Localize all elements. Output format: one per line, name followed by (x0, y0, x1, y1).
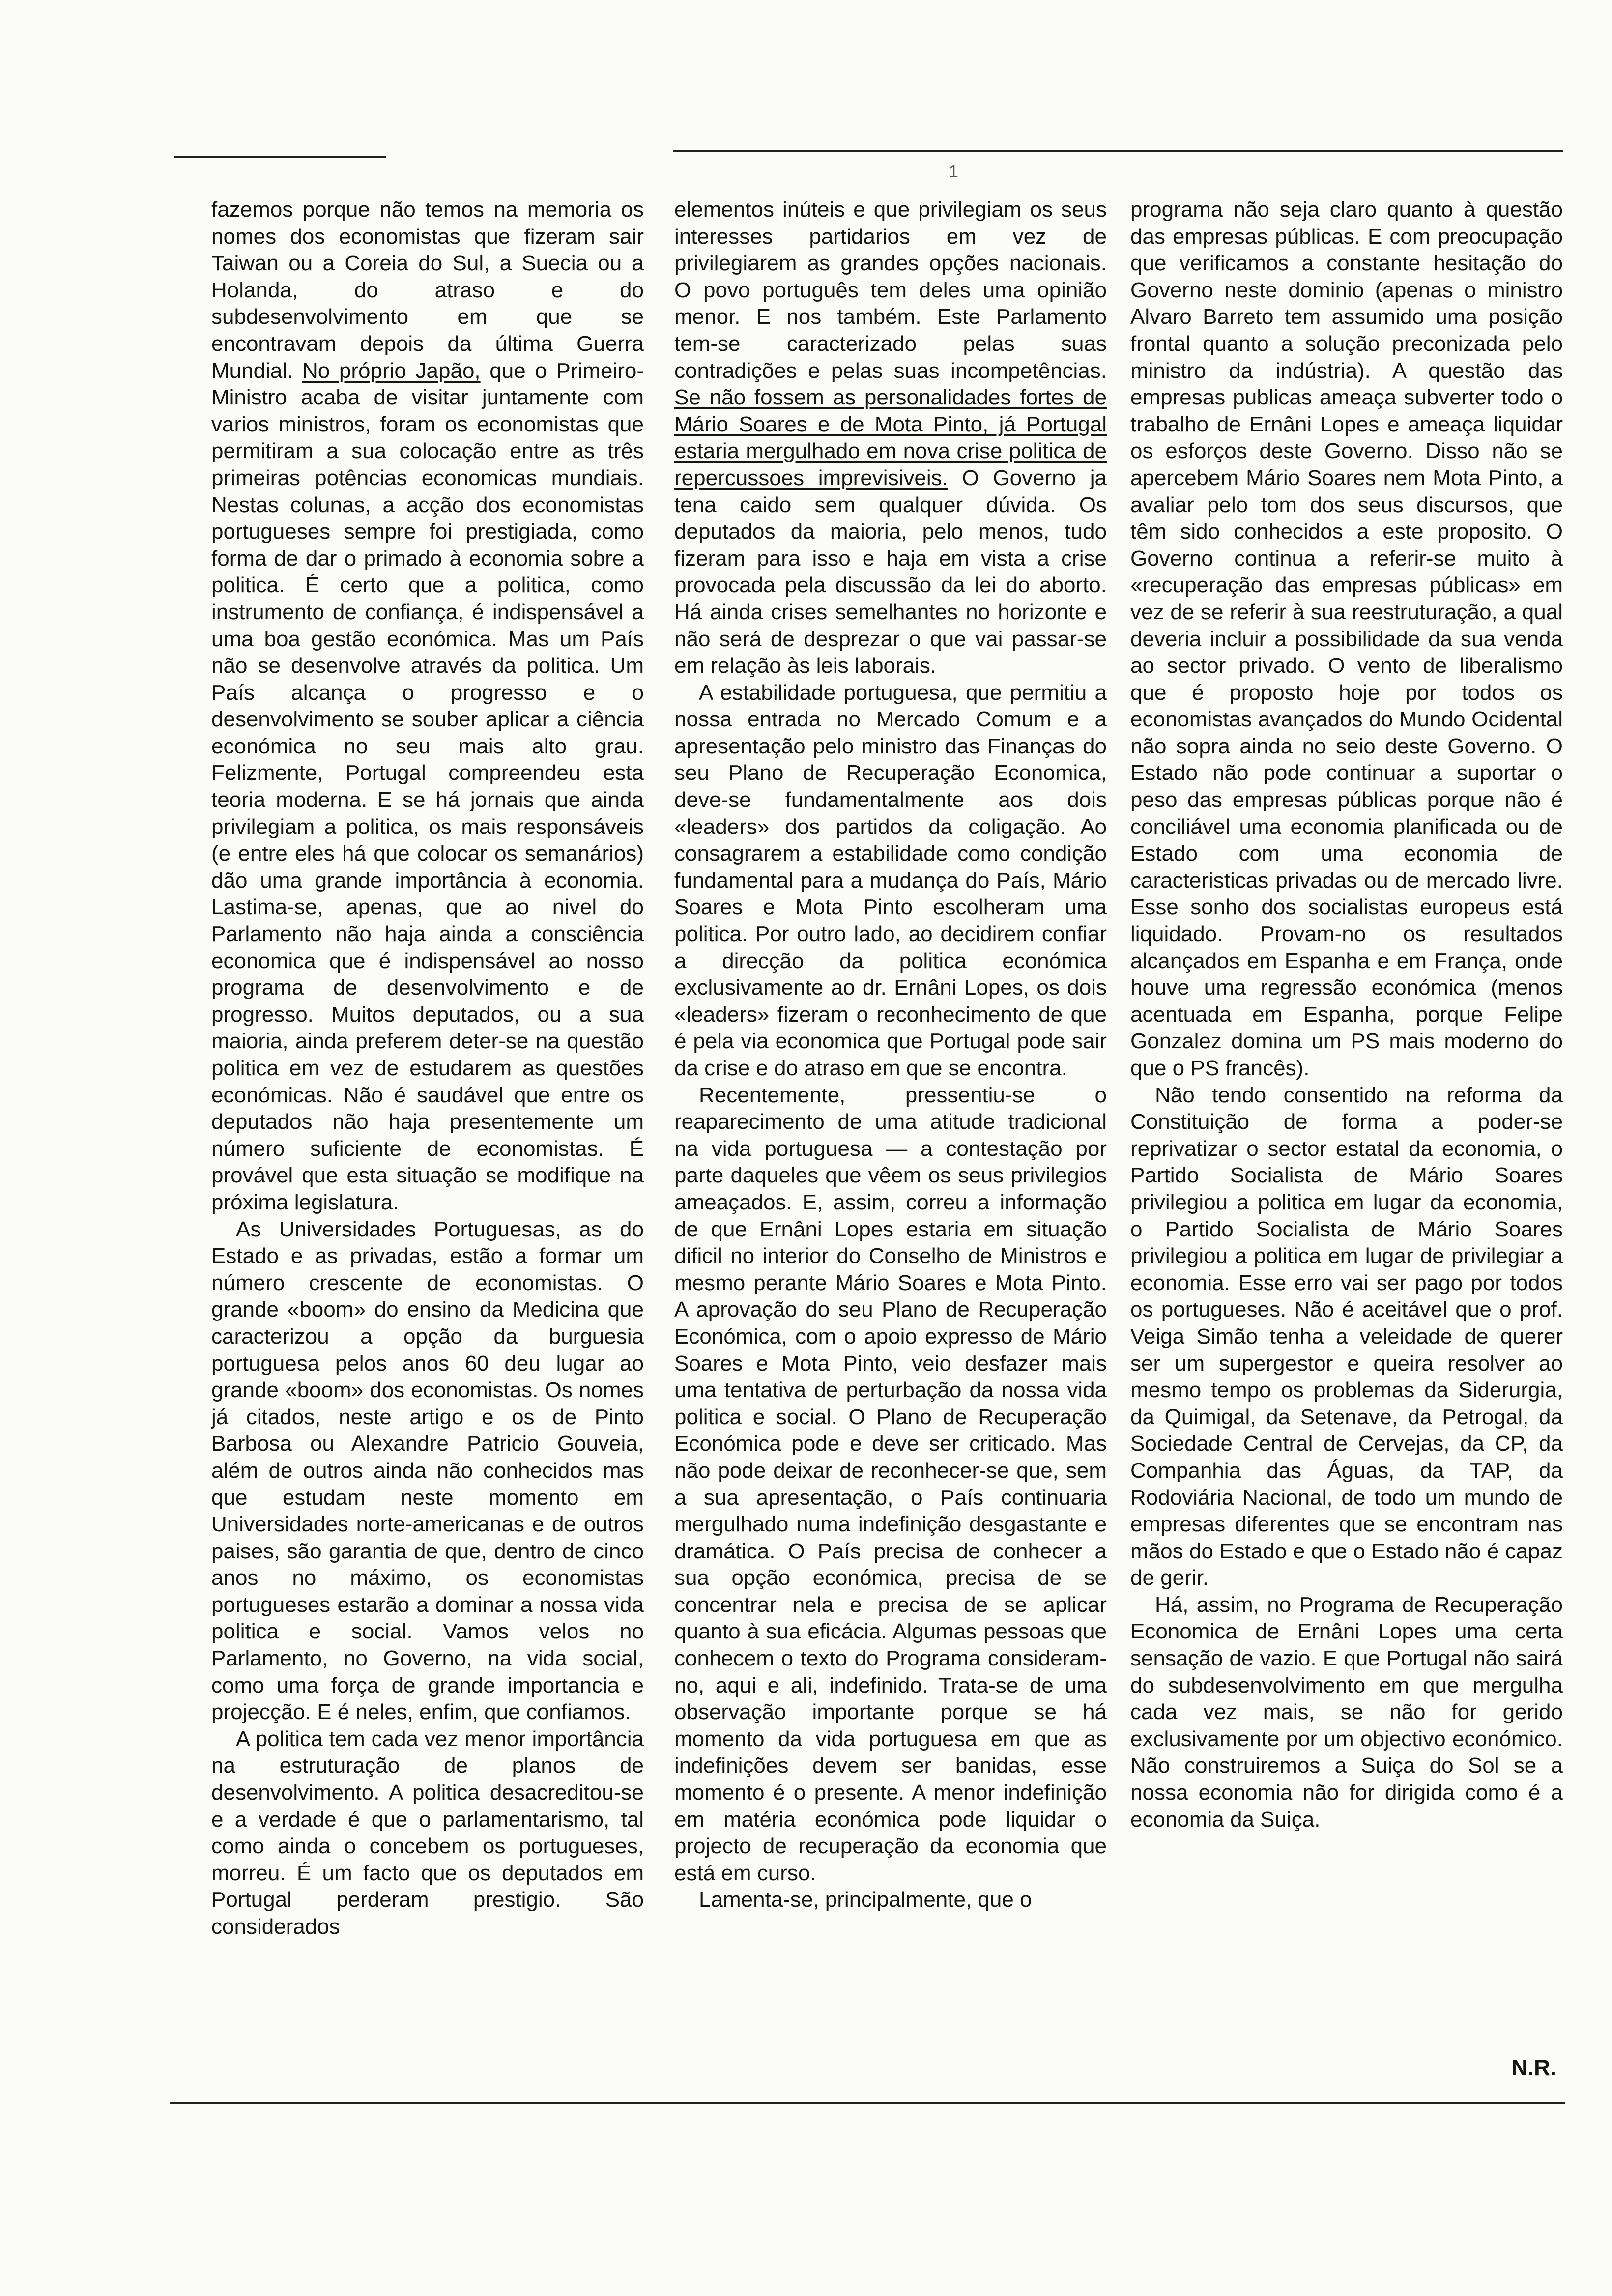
article-paragraph (1130, 1082, 1563, 1592)
underlined-text: Se não fossem as personalidades fortes de Mário Soares e de Mota Pinto, já Portugal estaria mergulhado em nova crise politica de repercussoes imprevisiveis. (674, 385, 1107, 490)
bottom-rule (170, 2102, 1565, 2104)
article-paragraph (674, 680, 1107, 1082)
article-paragraph (674, 197, 1107, 680)
paragraph-text: que o Primeiro-Ministro acaba de visitar juntamente com varios ministros, foram os economistas que permitiram a sua colocação entre as três primeiras potências economicas mundiais. Nestas colunas, a acção dos economistas portugueses sempre foi prestigiada, como forma de dar o primado à economia sobre a politica. É certo que a politica, como instrumento de confiança, é indispensável a uma boa gestão económica. Mas um País não se desenvolve através da politica. Um País alcança o progresso e o desenvolvimento se souber aplicar a ciência económica no seu mais alto grau. Felizmente, Portugal compreendeu esta teoria moderna. E se há jornais que ainda privilegiam a politica, os mais responsáveis (e entre eles há que colocar os semanários) dão uma grande importância à economia. Lastima-se, apenas, que ao nivel do Parlamento não haja ainda a consciência economica que é indispensável ao nosso programa de desenvolvimento e de progresso. Muitos deputados, ou a sua maioria, ainda preferem deter-se na questão politica em vez de estudarem as questões económicas. Não é saudável que entre os deputados não haja presentemente um número suficiente de economistas. É provável que esta situação se modifique na próxima legislatura. (211, 358, 644, 1214)
underlined-text: No próprio Japão, (302, 358, 481, 383)
paragraph-text: A estabilidade portuguesa, que permitiu a nossa entrada no Mercado Comum e a apresentação pelo ministro das Finanças do seu Plano de Recuperação Economica, deve-se fundamentalmente aos dois «leaders» dos partidos da coligação. Ao consagrarem a estabilidade como condição fundamental para a mudança do País, Mário Soares e Mota Pinto escolheram uma politica. Por outro lado, ao decidirem confiar a direcção da politica económica exclusivamente ao dr. Ernâni Lopes, os dois «leaders» fizeram o reconhecimento de que é pela via economica que Portugal pode sair da crise e do atraso em que se encontra. (674, 680, 1107, 1080)
article-paragraph (674, 1887, 1107, 1914)
top-rule-right (673, 150, 1563, 152)
article-paragraph (211, 1726, 644, 1941)
article-paragraph (211, 1216, 644, 1726)
paragraph-text: fazemos porque não temos na memoria os nomes dos economistas que fizeram sair Taiwan ou a Coreia do Sul, a Suecia ou a Holanda, do atraso e do subdesenvolvimento em que se encontravam depois da última Guerra Mundial. (211, 198, 644, 383)
paragraph-text: O Governo ja tena caido sem qualquer dúvida. Os deputados da maioria, pelo menos, tudo fizeram para isso e haja em vista a crise provocada pela discussão da lei do aborto. Há ainda crises semelhantes no horizonte e não será de desprezar o que vai passar-se em relação às leis laborais. (674, 465, 1107, 678)
paragraph-text: elementos inúteis e que privilegiam os seus interesses partidarios em vez de privilegiarem as grandes opções nacionais. O povo português tem deles uma opinião menor. E nos também. Este Parlamento tem-se caracterizado pelas suas contradições e pelas suas incompetências. (674, 198, 1107, 383)
page-marker: 1 (949, 161, 962, 181)
paragraph-text: Há, assim, no Programa de Recuperação Economica de Ernâni Lopes uma certa sensação de vazio. E que Portugal não sairá do subdesenvolvimento em que mergulha cada vez mais, se não for gerido exclusivamente por um objectivo económico. Não construiremos a Suiça do Sol se a nossa economia não for dirigida como é a economia da Suiça. (1130, 1592, 1563, 1832)
top-rule-left (174, 156, 386, 158)
paragraph-text: Não tendo consentido na reforma da Constituição de forma a poder-se reprivatizar o sector estatal da economia, o Partido Socialista de Mário Soares privilegiou a politica em lugar da economia, o Partido Socialista de Mário Soares privilegiou a politica em lugar de privilegiar a economia. Esse erro vai ser pago por todos os portugueses. Não é aceitável que o prof. Veiga Simão tenha a veleidade de querer ser um supergestor e queira resolver ao mesmo tempo os problemas da Siderurgia, da Quimigal, da Setenave, da Petrogal, da Sociedade Central de Cervejas, da CP, da Companhia das Águas, da TAP, da Rodoviária Nacional, de todo um mundo de empresas diferentes que se encontram nas mãos do Estado e que o Estado não é capaz de gerir. (1130, 1083, 1563, 1590)
article-paragraph (211, 197, 644, 1216)
paragraph-text: programa não seja claro quanto à questão das empresas públicas. E com preocupação que verificamos a constante hesitação do Governo neste dominio (apenas o ministro Alvaro Barreto tem assumido uma posição frontal quanto a solução preconizada pelo ministro da indústria). A questão das empresas publicas ameaça subverter todo o trabalho de Ernâni Lopes e ameaça liquidar os esforços deste Governo. Disso não se apercebem Mário Soares nem Mota Pinto, a avaliar pelo tom dos seus discursos, que têm sido conhecidos a este proposito. O Governo continua a referir-se muito à «recuperação das empresas públicas» em vez de se referir à sua reestruturação, a qual deveria incluir a possibilidade da sua venda ao sector privado. O vento de liberalismo que é proposto hoje por todos os economistas avançados do Mundo Ocidental não sopra ainda no seio deste Governo. O Estado não pode continuar a suportar o peso das empresas públicas porque não é conciliável uma economia planificada ou de Estado com uma economia de caracteristicas privadas ou de mercado livre. Esse sonho dos socialistas europeus está liquidado. Provam-no os resultados alcançados em Espanha e em França, onde houve uma regressão económica (menos acentuada em Espanha, porque Felipe Gonzalez domina um PS mais moderno do que o PS francês). (1130, 198, 1563, 1080)
author-initials: N.R. (1511, 2055, 1556, 2080)
paragraph-text: Lamenta-se, principalmente, que o (699, 1888, 1032, 1912)
paragraph-text: A politica tem cada vez menor importância na estruturação de planos de desenvolvimento. A politica desacreditou-se e a verdade é que o parlamentarismo, tal como ainda o concebem os portugueses, morreu. É um facto que os deputados em Portugal perderam prestigio. São considerados (211, 1726, 644, 1939)
column-left (211, 197, 644, 1941)
column-middle (674, 197, 1107, 1914)
article-paragraph (1130, 1592, 1563, 1833)
article-paragraph (1130, 197, 1563, 1082)
article-paragraph (674, 1082, 1107, 1887)
paragraph-text: As Universidades Portuguesas, as do Estado e as privadas, estão a formar um número crescente de economistas. O grande «boom» do ensino da Medicina que caracterizou a opção da burguesia portuguesa pelos anos 60 deu lugar ao grande «boom» dos economistas. Os nomes já citados, neste artigo e os de Pinto Barbosa ou Alexandre Patricio Gouveia, além de outros ainda não conhecidos mas que estudam neste momento em Universidades norte-americanas e de outros paises, são garantia de que, dentro de cinco anos no máximo, os economistas portugueses estarão a dominar a nossa vida politica e social. Vamos velos no Parlamento, no Governo, na vida social, como uma força de grande importancia e projecção. E é neles, enfim, que confiamos. (211, 1217, 644, 1724)
column-right (1130, 197, 1563, 1833)
paragraph-text: Recentemente, pressentiu-se o reaparecimento de uma atitude tradicional na vida portuguesa — a contestação por parte daqueles que vêem os seus privilegios ameaçados. E, assim, correu a informação de que Ernâni Lopes estaria em situação dificil no interior do Conselho de Ministros e mesmo perante Mário Soares e Mota Pinto. A aprovação do seu Plano de Recuperação Económica, com o apoio expresso de Mário Soares e Mota Pinto, veio desfazer mais uma tentativa de perturbação da nossa vida politica e social. O Plano de Recuperação Económica pode e deve ser criticado. Mas não pode deixar de reconhecer-se que, sem a sua apresentação, o País continuaria mergulhado numa indefinição desgastante e dramática. O País precisa de conhecer a sua opção económica, precisa de se concentrar nela e precisa de se aplicar quanto à sua eficácia. Algumas pessoas que conhecem o texto do Programa consideram-no, aqui e ali, indefinido. Trata-se de uma observação importante porque se há momento da vida portuguesa em que as indefinições devem ser banidas, esse momento é o presente. A menor indefinição em matéria económica pode liquidar o projecto de recuperação da economia que está em curso. (674, 1083, 1107, 1885)
